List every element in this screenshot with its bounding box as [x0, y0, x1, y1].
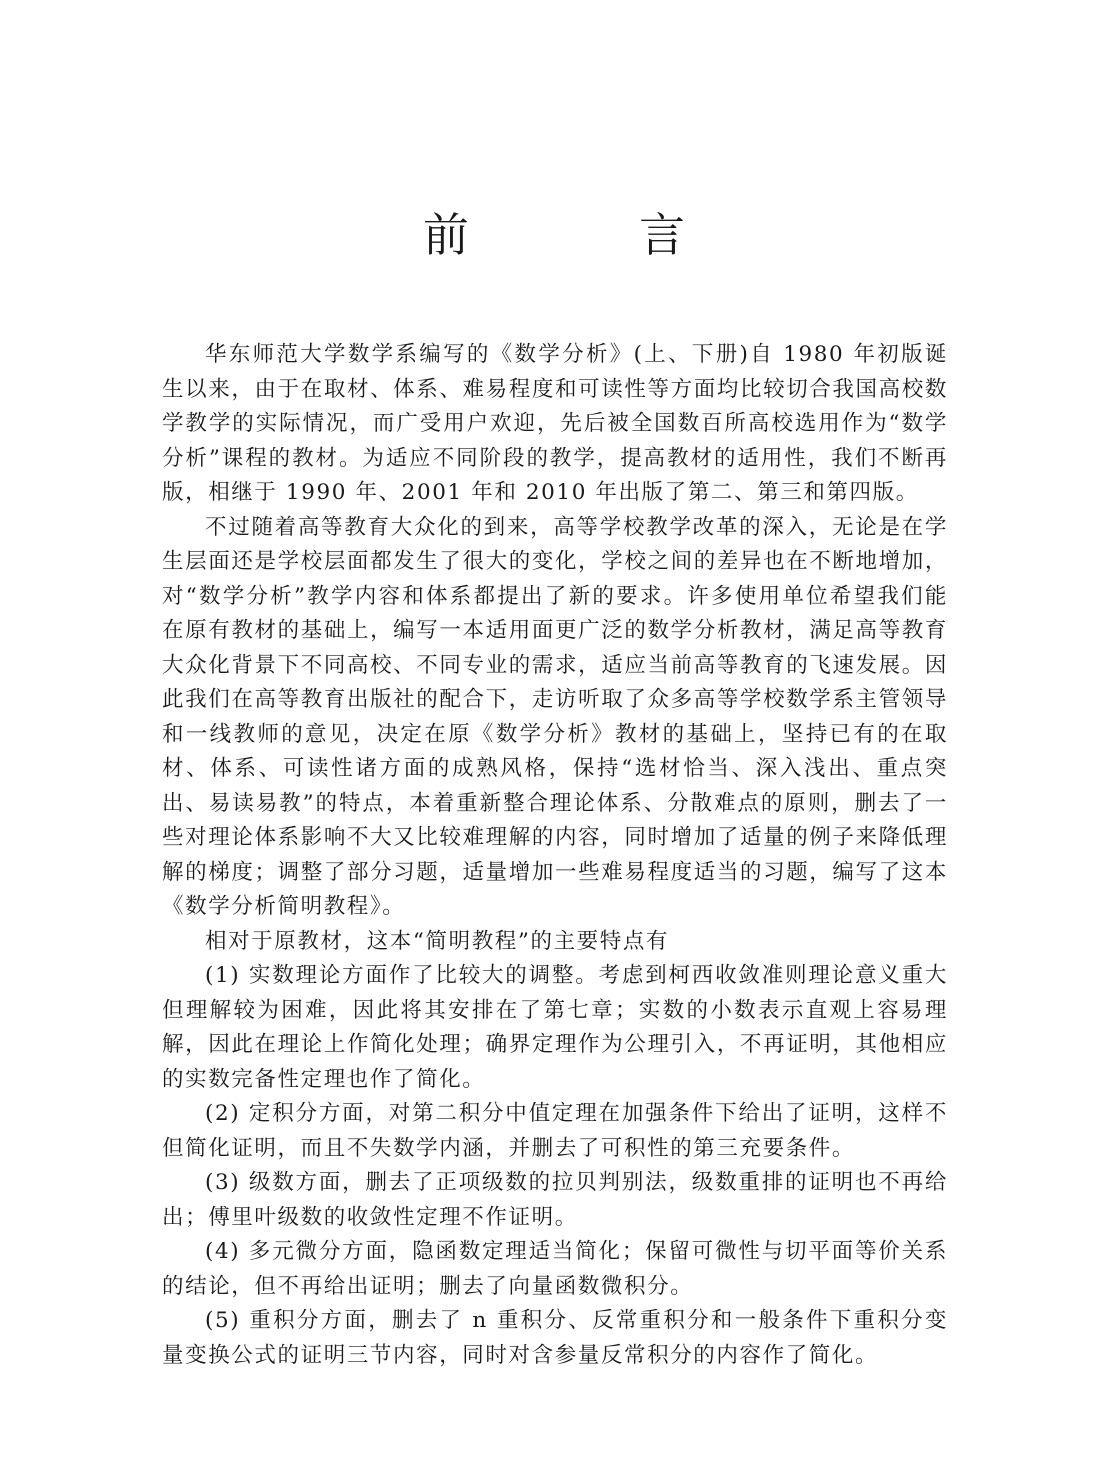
paragraph-background: 不过随着高等教育大众化的到来，高等学校教学改革的深入，无论是在学生层面还是学校层面都发生了很大的变化，学校之间的差异也在不断地增加，对“数学分析”教学内容和体系都提出了新的要求。许多使用单位希望我们能在原有教材的基础上，编写一本适用面更广泛的数学分析教材，满足高等教育大众化背景下不同高校、不同专业的需求，适应当前高等教育的飞速发展。因此我们在高等教育出版社的配合下，走访听取了众多高等学校数学系主管领导和一线教师的意见，决定在原《数学分析》教材的基础上，坚持已有的在取材、体系、可读性诸方面的成熟风格，保持“选材恰当、深入浅出、重点突出、易读易教”的特点，本着重新整合理论体系、分散难点的原则，删去了一些对理论体系影响不大又比较难理解的内容，同时增加了适量的例子来降低理解的梯度；调整了部分习题，适量增加一些难易程度适当的习题，编写了这本《数学分析简明教程》。	[162, 514, 948, 919]
page-title: 前 言	[423, 208, 747, 262]
paragraph-feature-3: (3) 级数方面，删去了正项级数的拉贝判别法，级数重排的证明也不再给出；傅里叶级数的收敛性定理不作证明。	[162, 1170, 948, 1230]
paragraph-feature-4: (4) 多元微分方面，隐函数定理适当简化；保留可微性与切平面等价关系的结论，但不再给出证明；删去了向量函数微积分。	[162, 1239, 948, 1299]
paragraph-feature-2: (2) 定积分方面，对第二积分中值定理在加强条件下给出了证明，这样不但简化证明，而且不失数学内涵，并删去了可积性的第三充要条件。	[162, 1101, 948, 1161]
preface-body	[162, 338, 948, 1373]
paragraph-intro: 华东师范大学数学系编写的《数学分析》(上、下册)自 1980 年初版诞生以来，由于在取材、体系、难易程度和可读性等方面均比较切合我国高校数学教学的实际情况，而广受用户欢迎，先后被全国数百所高校选用作为“数学分析”课程的教材。为适应不同阶段的教学，提高教材的适用性，我们不断再版，相继于 1990 年、2001 年和 2010 年出版了第二、第三和第四版。	[162, 342, 948, 505]
paragraph-feature-5: (5) 重积分方面，删去了 n 重积分、反常重积分和一般条件下重积分变量变换公式的证明三节内容，同时对含参量反常积分的内容作了简化。	[162, 1308, 948, 1368]
paragraph-feature-1: (1) 实数理论方面作了比较大的调整。考虑到柯西收敛准则理论意义重大但理解较为困难，因此将其安排在了第七章；实数的小数表示直观上容易理解，因此在理论上作简化处理；确界定理作为公理引入，不再证明，其他相应的实数完备性定理也作了简化。	[162, 963, 948, 1092]
paragraph-features-intro: 相对于原教材，这本“简明教程”的主要特点有	[205, 928, 670, 954]
